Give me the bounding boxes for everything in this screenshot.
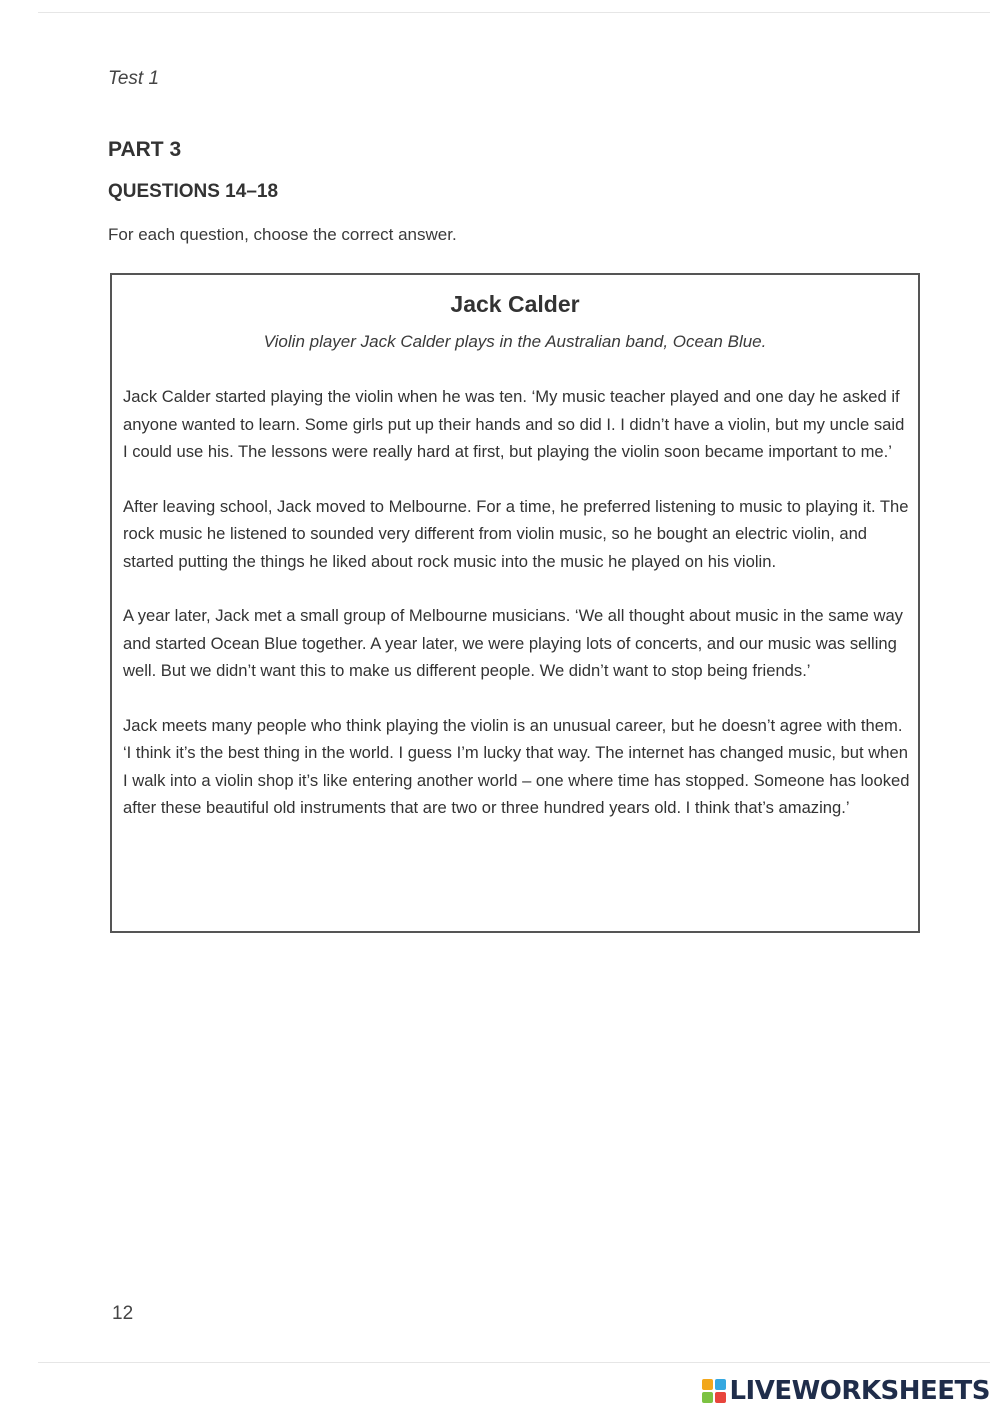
part-title: PART 3 xyxy=(108,138,182,161)
questions-title: QUESTIONS 14–18 xyxy=(108,181,279,202)
logo-square xyxy=(715,1392,726,1403)
page-number: 12 xyxy=(112,1303,134,1324)
article-title: Jack Calder xyxy=(450,291,580,317)
article-paragraph: A year later, Jack met a small group of Melbourne musicians. ‘We all thought about music in the same way and started Ocean Blue together. A year later, we were playing lots of concerts, and our music was selling well. But we didn’t want this to make us different people. We didn’t want to stop being friends.’ xyxy=(123,606,903,680)
article-subtitle: Violin player Jack Calder plays in the Australian band, Ocean Blue. xyxy=(263,332,767,351)
logo-square xyxy=(702,1379,713,1390)
article-body xyxy=(123,383,910,849)
liveworksheets-logo-icon xyxy=(702,1379,726,1403)
scan-edge-top xyxy=(38,12,990,13)
logo-square xyxy=(715,1379,726,1390)
liveworksheets-brand[interactable] xyxy=(702,1376,990,1406)
scan-edge-bottom xyxy=(38,1362,990,1363)
test-label: Test 1 xyxy=(108,68,160,89)
instruction-text: For each question, choose the correct answer. xyxy=(108,225,457,244)
article-box xyxy=(110,273,920,933)
logo-square xyxy=(702,1392,713,1403)
article-paragraph: Jack Calder started playing the violin when he was ten. ‘My music teacher played and one day he asked if anyone wanted to learn. Some girls put up their hands and so did I. I didn’t have a violin, but my uncle said I could use his. The lessons were really hard at first, but playing the violin soon became important to me.’ xyxy=(123,387,905,461)
article-paragraph: After leaving school, Jack moved to Melbourne. For a time, he preferred listening to music to playing it. The rock music he listened to sounded very different from violin music, so he bought an electric violin, and started putting the things he liked about rock music into the music he played on his violin. xyxy=(123,496,909,571)
article-paragraph: Jack meets many people who think playing the violin is an unusual career, but he doesn’t agree with them. ‘I think it’s the best thing in the world. I guess I’m lucky that way. The internet has changed music, but when I walk into a violin shop it’s like entering another world – one where time has stopped. Someone has looked after these beautiful old instruments that are two or three hundred years old. I think that’s amazing.’ xyxy=(123,715,910,817)
brand-name: LIVEWORKSHEETS xyxy=(729,1376,990,1406)
